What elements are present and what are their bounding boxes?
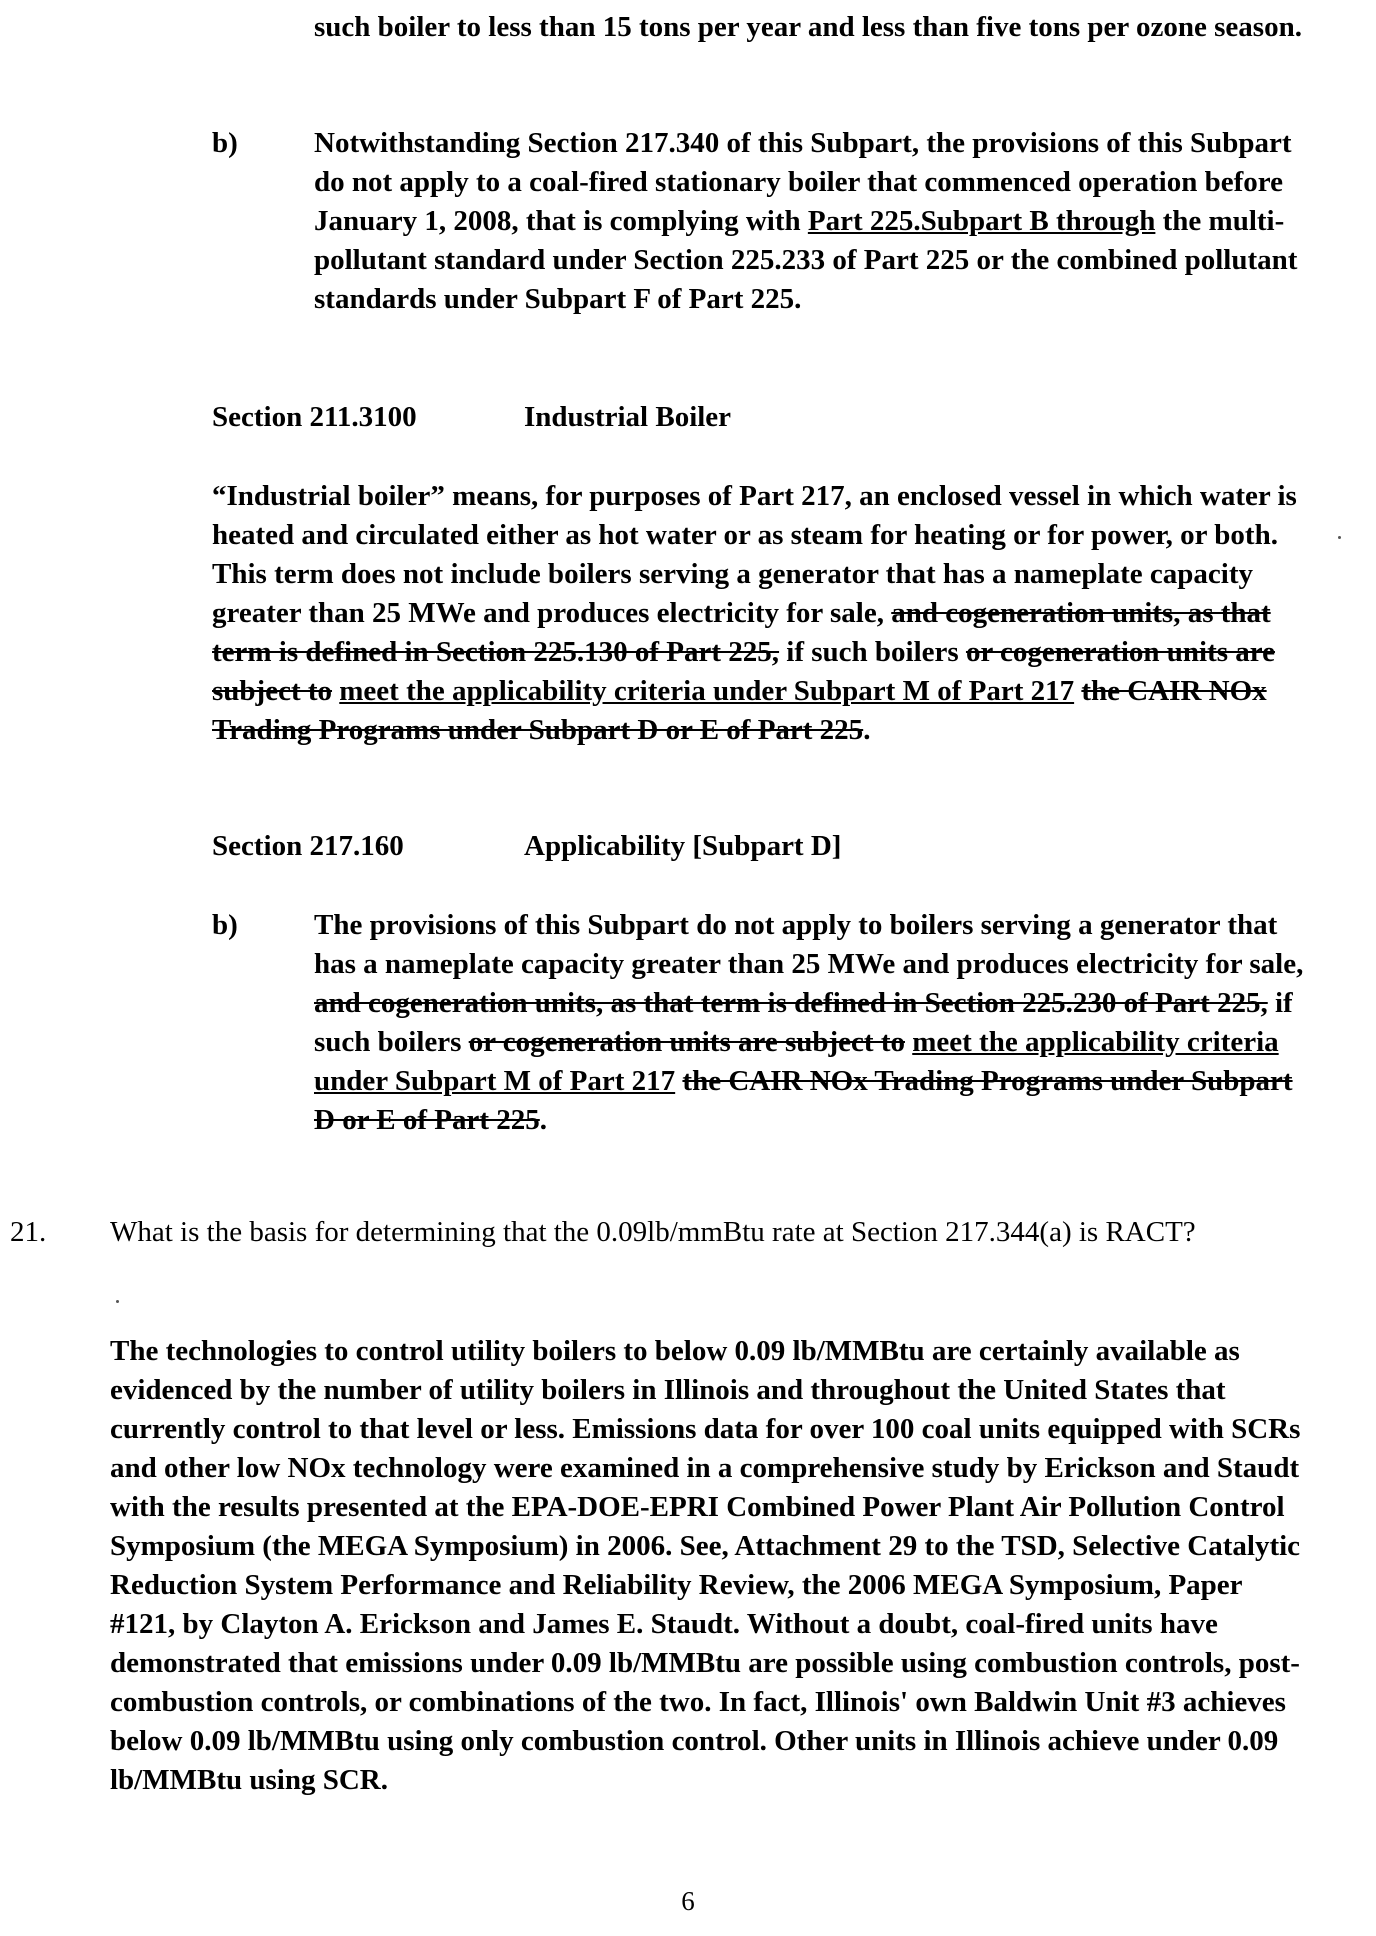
inserted-text: meet the applicability criteria under Subpart M of Part 217 (314, 1026, 1279, 1097)
section-title: Industrial Boiler (524, 401, 732, 433)
struck-text: and cogeneration units, as that term is defined in Section 225.230 of Part 225, (314, 987, 1268, 1019)
section-title: Applicability [Subpart D] (524, 830, 842, 862)
applicability-text-1: The provisions of this Subpart do not apply to boilers serving a generator that has a nameplate capacity greater than 25 MWe and produces electricity for sale, (314, 909, 1304, 980)
struck-text: or cogeneration units are subject to (212, 636, 1275, 707)
section-heading-217-160 (212, 827, 841, 866)
industrial-boiler-definition: “Industrial boiler” means, for purposes of Part 217, an enclosed vessel in which water is heated and circulated either as hot water or as steam for heating or for power, or both. This term does not include boilers serving a generator that has a nameplate capacity greater than 25 MWe and produces electricity for sale, and cogeneration units, as that term is defined in Section 225.130 of Part 225, if such boilers or cogeneration units are subject to meet the applicability criteria under Subpart M of Part 217 the CAIR NOx Trading Programs under Subpart D or E of Part 225. (212, 480, 1297, 746)
subsection-b-coal-fired (314, 124, 1314, 319)
struck-text: the CAIR NOx Trading Programs under Subpart D or E of Part 225 (314, 1065, 1293, 1136)
item-marker-b-second: b) (212, 909, 238, 941)
struck-text: the CAIR NOx Trading Programs under Subpart D or E of Part 225 (212, 675, 1267, 746)
question-text: What is the basis for determining that the 0.09lb/mmBtu rate at Section 217.344(a) is RACT? (110, 1216, 1196, 1248)
answer-paragraph: The technologies to control utility boilers to below 0.09 lb/MMBtu are certainly available as evidenced by the number of utility boilers in Illinois and throughout the United States that currently control to that level or less. Emissions data for over 100 coal units equipped with SCRs and other low NOx technology were examined in a comprehensive study by Erickson and Staudt with the results presented at the EPA-DOE-EPRI Combined Power Plant Air Pollution Control Symposium (the MEGA Symposium) in 2006. See, Attachment 29 to the TSD, Selective Catalytic Reduction System Performance and Reliability Review, the 2006 MEGA Symposium, Paper #121, by Clayton A. Erickson and James E. Staudt. Without a doubt, coal-fired units have demonstrated that emissions under 0.09 lb/MMBtu are possible using combustion controls, post-combustion controls, or combinations of the two. In fact, Illinois' own Baldwin Unit #3 achieves below 0.09 lb/MMBtu using only combustion control. Other units in Illinois achieve under 0.09 lb/MMBtu using SCR. (110, 1335, 1301, 1796)
subsection-b-text-1: Notwithstanding Section 217.340 of this Subpart, the provisions of this Subpart do not apply to a coal-fired stationary boiler that commenced operation before January 1, 2008, that is complying with (314, 127, 1292, 237)
inserted-text: meet the applicability criteria under Subpart M of Part 217 (339, 675, 1075, 707)
continued-text: such boiler to less than 15 tons per year and less than five tons per ozone season. (314, 11, 1302, 43)
scan-speck (116, 1300, 119, 1303)
definition-text-2: if such boilers (779, 636, 966, 668)
definition-text-1: “Industrial boiler” means, for purposes of Part 217, an enclosed vessel in which water is heated and circulated either as hot water or as steam for heating or for power, or both. This term does not include boilers serving a generator that has a nameplate capacity greater than 25 MWe and produces electricity for sale, (212, 480, 1297, 629)
subsection-b-applicability: The provisions of this Subpart do not apply to boilers serving a generator that has a nameplate capacity greater than 25 MWe and produces electricity for sale, and cogeneration units, as that term is defined in Section 225.230 of Part 225, if such boilers or cogeneration units are subject to meet the applicability criteria under Subpart M of Part 217 the CAIR NOx Trading Programs under Subpart D or E of Part 225. (314, 909, 1304, 1136)
subsection-b-text-2: the multi-pollutant standard under Section 225.233 of Part 225 or the combined pollutant standards under Subpart F of Part 225. (314, 205, 1298, 315)
struck-text: or cogeneration units are subject to (468, 1026, 905, 1058)
page-number: 6 (681, 1886, 695, 1916)
section-number: Section 217.160 (212, 830, 404, 862)
section-heading-211-3100 (212, 398, 731, 437)
question-number: 21. (10, 1216, 47, 1248)
scan-speck (1338, 536, 1341, 539)
inserted-text: Part 225.Subpart B through (807, 205, 1156, 237)
section-number: Section 211.3100 (212, 401, 417, 433)
continued-paragraph (314, 8, 1314, 47)
struck-text: and cogeneration units, as that term is defined in Section 225.130 of Part 225, (212, 597, 1271, 668)
item-marker-b-first: b) (212, 127, 238, 159)
applicability-text-2: if such boilers (314, 987, 1293, 1058)
